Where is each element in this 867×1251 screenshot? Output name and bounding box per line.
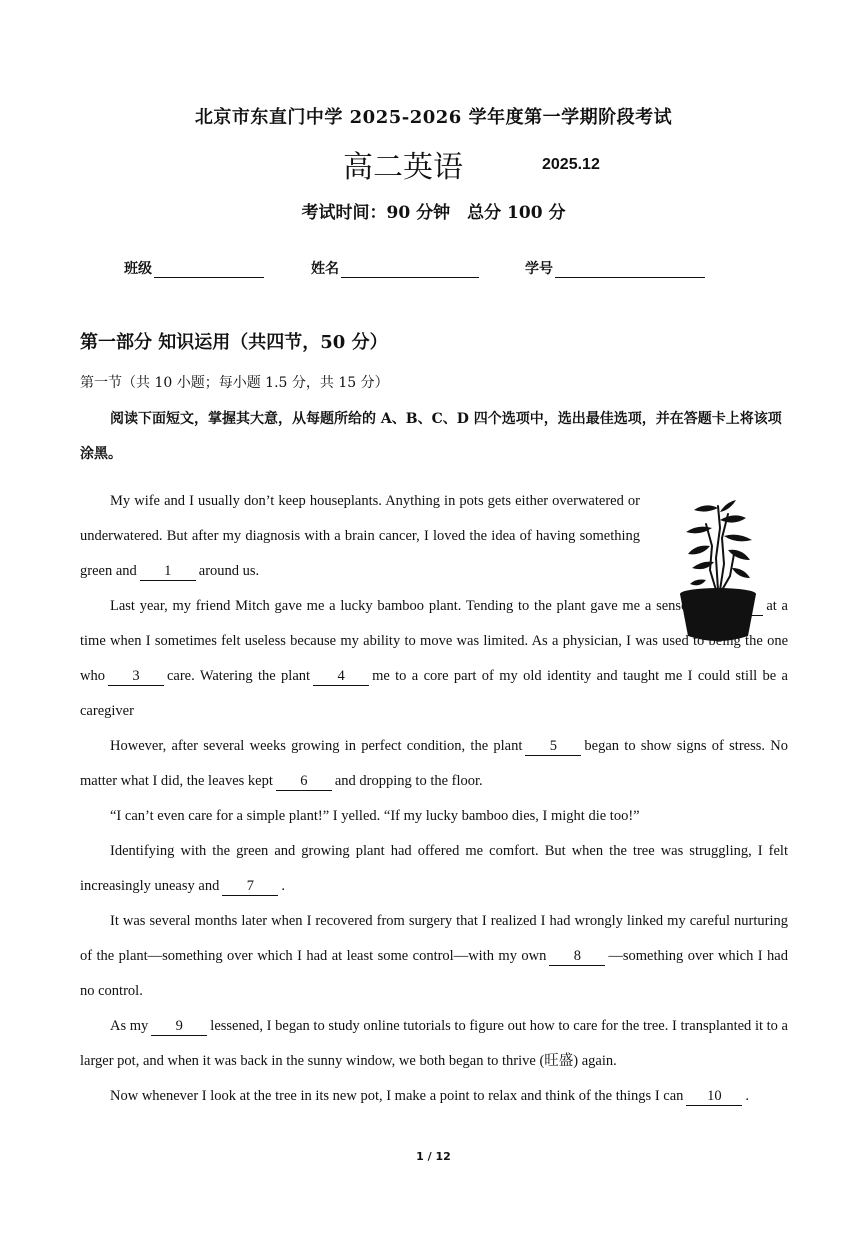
id-label: 学号 [525,261,553,277]
paragraph-3 [80,729,788,799]
paragraph-8 [80,1079,788,1114]
paragraph-4: “I can’t even care for a simple plant!” I yelled. “If my lucky bamboo dies, I might die too!” [110,808,640,824]
blank-6: 6 [276,772,332,791]
paragraph-1-text: My wife and I usually don’t keep houseplants. Anything in pots gets either overwatered or underwatered. But after my diagnosis with a brain cancer, I loved the idea of having something green and [80,493,640,579]
blank-9: 9 [151,1017,207,1036]
paragraph-1-end: around us. [198,563,260,579]
exam-info: 考试时间：90 分钟 总分 100 分 [301,203,566,223]
paragraph-2-mid: at a time when I sometimes felt useless because my ability to move was limited. As a physician, I was used to being the one who [80,598,788,684]
paragraph-3-text: However, after several weeks growing in perfect condition, the plant [110,738,523,754]
paragraph-5-end: . [281,878,285,894]
paragraph-2-end: me to a core part of my old identity and taught me I could still be a caregiver [80,668,788,719]
page-number: 1 / 12 [416,1150,451,1163]
paragraph-7-end: lessened, I began to study online tutorials to figure out how to care for the tree. I transplanted it to a larger pot, and when it was back in the sunny window, we both began to thrive (旺盛) again. [80,1018,788,1069]
reading-passage [80,484,788,1114]
blank-2: 2 [707,597,763,616]
paragraph-6-text: It was several months later when I recovered from surgery that I realized I had wrongly linked my careful nurturing of the plant—something over which I had at least some control—with my own [80,913,788,964]
name-label: 姓名 [311,261,339,277]
id-field[interactable] [525,258,705,278]
name-field[interactable] [311,258,479,278]
section-title: 第一节（共 10 小题；每小题 1.5 分，共 15 分） [80,375,389,391]
paragraph-6-end: —something over which I had no control. [80,948,788,999]
paragraph-3-end: and dropping to the floor. [334,773,483,789]
paragraph-2 [80,589,788,729]
blank-8: 8 [549,947,605,966]
paragraph-7 [80,1009,788,1079]
id-blank-line[interactable] [555,263,705,278]
exam-date: 2025.12 [542,156,600,173]
class-label: 班级 [124,261,152,277]
paragraph-8-text: Now whenever I look at the tree in its new pot, I make a point to relax and think of the things I can [110,1088,684,1104]
blank-10: 10 [686,1087,742,1106]
class-blank-line[interactable] [154,263,264,278]
student-info-fields [0,258,867,288]
paragraph-1 [80,484,640,589]
paragraph-5 [80,834,788,904]
paragraph-3-mid: began to show signs of stress. No matter what I did, the leaves kept [80,738,788,789]
class-field[interactable] [124,258,264,278]
blank-3: 3 [108,667,164,686]
name-blank-line[interactable] [341,263,479,278]
paragraph-8-end: . [745,1088,750,1104]
paragraph-5-text: Identifying with the green and growing plant had offered me comfort. But when the tree was struggling, I felt increasingly uneasy and [80,843,788,894]
paragraph-2-text: Last year, my friend Mitch gave me a lucky bamboo plant. Tending to the plant gave me a sense of [110,598,705,614]
part-title: 第一部分 知识运用（共四节，50 分） [80,332,388,353]
paragraph-6 [80,904,788,1009]
blank-7: 7 [222,877,278,896]
instructions: 阅读下面短文，掌握其大意，从每题所给的 A、B、C、D 四个选项中，选出最佳选项，并在答题卡上将该项涂黑。 [80,411,782,462]
blank-1: 1 [140,562,196,581]
subject-row [0,142,867,186]
paragraph-2-watering: care. Watering the plant [166,668,311,684]
paragraph-7-text: As my [110,1018,149,1034]
school-title: 北京市东直门中学 2025-2026 学年度第一学期阶段考试 [194,107,673,128]
blank-4: 4 [313,667,369,686]
subject-title: 高二英语 [343,150,463,185]
blank-5: 5 [525,737,581,756]
